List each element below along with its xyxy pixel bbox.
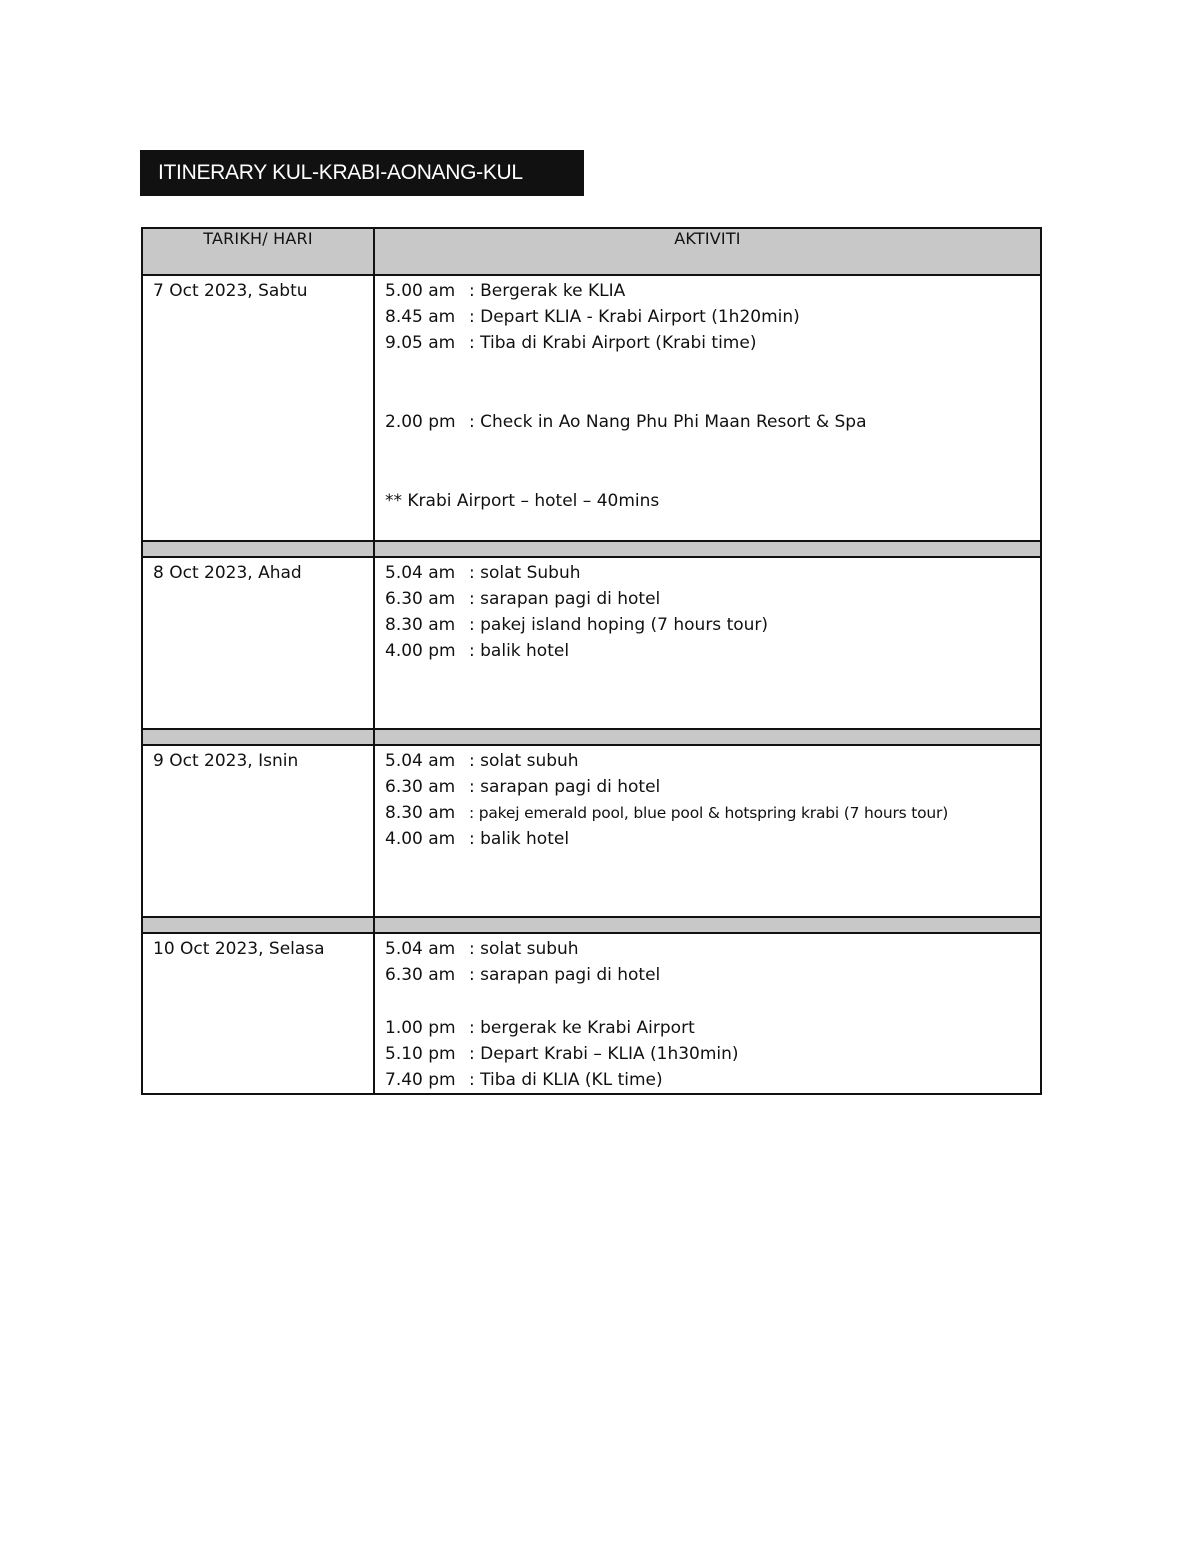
- activity-item: [385, 409, 1030, 435]
- activity-item: [385, 278, 1030, 304]
- activity-time: 5.04 am: [385, 751, 456, 771]
- day-activities: [374, 933, 1041, 1094]
- activity-item: [385, 748, 1030, 774]
- activity-desc: : solat Subuh: [469, 563, 581, 583]
- header-date: TARIKH/ HARI: [142, 228, 374, 275]
- activity-time: 7.40 pm: [385, 1070, 456, 1090]
- activity-note: ** Krabi Airport – hotel – 40mins: [385, 491, 660, 511]
- activity-time: 4.00 pm: [385, 641, 456, 661]
- activity-desc: : Check in Ao Nang Phu Phi Maan Resort & Spa: [469, 412, 867, 432]
- activity-time: 8.30 am: [385, 803, 456, 823]
- separator-row: [142, 917, 1041, 933]
- activity-desc: : sarapan pagi di hotel: [469, 777, 661, 797]
- activity-item: [385, 1041, 1030, 1067]
- day-activities: [374, 745, 1041, 917]
- activity-time: 9.05 am: [385, 333, 456, 353]
- activity-item: [385, 612, 1030, 638]
- activity-desc: : solat subuh: [469, 751, 579, 771]
- table-row: [142, 275, 1041, 541]
- activity-desc: : Depart KLIA - Krabi Airport (1h20min): [469, 307, 800, 327]
- table-header-row: [142, 228, 1041, 275]
- activity-time: 6.30 am: [385, 777, 456, 797]
- activity-time: 1.00 pm: [385, 1018, 456, 1038]
- header-activity: AKTIVITI: [374, 228, 1041, 275]
- separator-row: [142, 541, 1041, 557]
- activity-item: [385, 1067, 1030, 1093]
- activity-item: [385, 826, 1030, 852]
- activity-desc: : pakej island hoping (7 hours tour): [469, 615, 769, 635]
- table-row: [142, 933, 1041, 1094]
- document-title: ITINERARY KUL-KRABI-AONANG-KUL: [140, 150, 584, 196]
- activity-desc: : pakej emerald pool, blue pool & hotspring krabi (7 hours tour): [469, 804, 949, 822]
- activity-time: 6.30 am: [385, 965, 456, 985]
- activity-desc: : solat subuh: [469, 939, 579, 959]
- activity-time: 4.00 am: [385, 829, 456, 849]
- activity-item: [385, 330, 1030, 356]
- activity-desc: : Tiba di KLIA (KL time): [469, 1070, 663, 1090]
- activity-item: [385, 586, 1030, 612]
- activity-desc: : balik hotel: [469, 829, 570, 849]
- activity-item: [385, 962, 1030, 988]
- table-row: [142, 557, 1041, 729]
- activity-time: 5.04 am: [385, 939, 456, 959]
- separator-row: [142, 729, 1041, 745]
- activity-desc: : Depart Krabi – KLIA (1h30min): [469, 1044, 739, 1064]
- activity-item: [385, 936, 1030, 962]
- day-date: 8 Oct 2023, Ahad: [142, 557, 374, 729]
- activity-time: 6.30 am: [385, 589, 456, 609]
- itinerary-table: [141, 227, 1042, 1095]
- activity-desc: : bergerak ke Krabi Airport: [469, 1018, 695, 1038]
- activity-item: [385, 560, 1030, 586]
- activity-item: [385, 774, 1030, 800]
- activity-item: [385, 638, 1030, 664]
- activity-desc: : Tiba di Krabi Airport (Krabi time): [469, 333, 757, 353]
- day-activities: [374, 275, 1041, 541]
- day-activities: [374, 557, 1041, 729]
- activity-desc: : sarapan pagi di hotel: [469, 589, 661, 609]
- activity-item: [385, 1015, 1030, 1041]
- day-date: 7 Oct 2023, Sabtu: [142, 275, 374, 541]
- activity-time: 8.45 am: [385, 307, 456, 327]
- activity-item: [385, 800, 1030, 826]
- activity-time: 5.00 am: [385, 281, 456, 301]
- activity-item: [385, 304, 1030, 330]
- activity-time: 8.30 am: [385, 615, 456, 635]
- table-row: [142, 745, 1041, 917]
- activity-time: 5.04 am: [385, 563, 456, 583]
- day-date: 9 Oct 2023, Isnin: [142, 745, 374, 917]
- activity-desc: : Bergerak ke KLIA: [469, 281, 626, 301]
- activity-time: 5.10 pm: [385, 1044, 456, 1064]
- activity-desc: : sarapan pagi di hotel: [469, 965, 661, 985]
- activity-time: 2.00 pm: [385, 412, 456, 432]
- day-date: 10 Oct 2023, Selasa: [142, 933, 374, 1094]
- activity-desc: : balik hotel: [469, 641, 570, 661]
